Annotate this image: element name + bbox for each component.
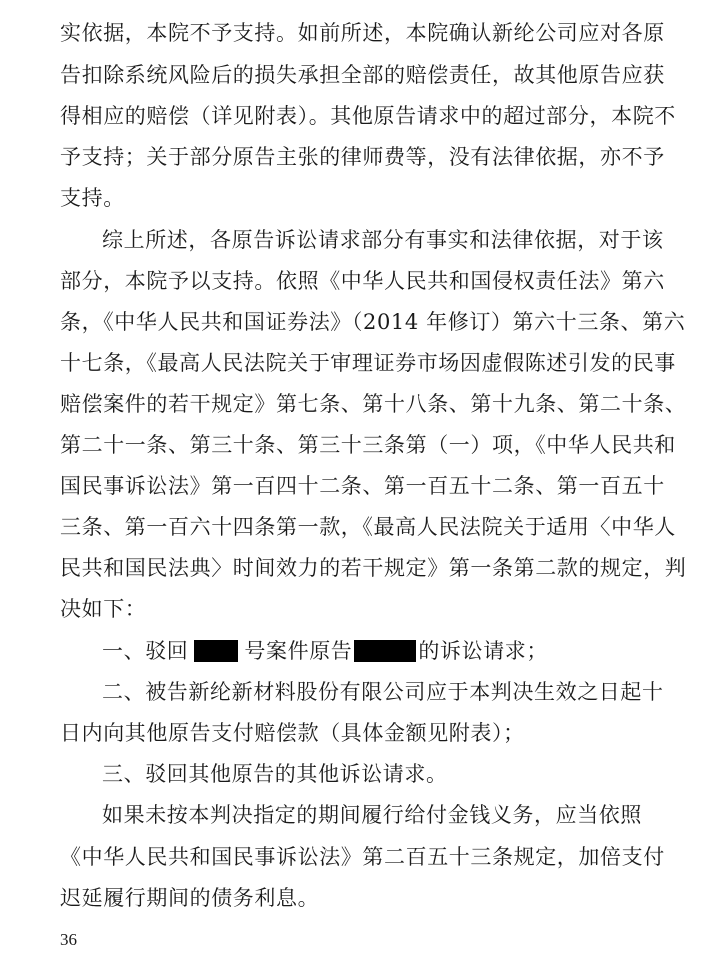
ruling-item-1: [102, 636, 650, 666]
closing-paragraph-start: 如果未按本判决指定的期间履行给付金钱义务，应当依照: [102, 803, 642, 827]
ruling-item-2: 二、被告新纶新材料股份有限公司应于本判决生效之日起十: [102, 680, 664, 704]
text-line: 日内向其他原告支付赔偿款（具体金额见附表）；: [60, 721, 525, 745]
text-line: 决如下：: [60, 597, 147, 621]
text-line: 三条、第一百六十四条第一款，《最高人民法院关于适用〈中华人: [60, 515, 676, 539]
text-line: 部分，本院予以支持。依照《中华人民共和国侵权责任法》第六: [60, 269, 665, 293]
text-line: 告扣除系统风险后的损失承担全部的赔偿责任，故其他原告应获: [60, 63, 665, 87]
text-line: 民共和国民法典〉时间效力的若干规定》第一条第二款的规定，判: [60, 556, 687, 580]
text-line: 迟延履行期间的债务利息。: [60, 886, 320, 910]
text-line: 《中华人民共和国民事诉讼法》第二百五十三条规定，加倍支付: [60, 845, 665, 869]
text-line: 支持。: [60, 186, 125, 210]
ruling-1-text-a: 一、驳回: [102, 639, 189, 663]
text-line: 予支持；关于部分原告主张的律师费等，没有法律依据，亦不予: [60, 145, 665, 169]
redacted-plaintiff-name: [354, 640, 416, 662]
text-line: 赔偿案件的若干规定》第七条、第十八条、第十九条、第二十条、: [60, 392, 687, 416]
paragraph-start-line: 综上所述，各原告诉讼请求部分有事实和法律依据，对于该: [102, 228, 664, 252]
text-line: 第二十一条、第三十条、第三十三条第（一）项，《中华人民共和: [60, 433, 676, 457]
text-line: 条，《中华人民共和国证券法》（2014 年修订）第六十三条、第六: [60, 310, 686, 334]
ruling-item-3: 三、驳回其他原告的其他诉讼请求。: [102, 762, 448, 786]
text-line: 实依据，本院不予支持。如前所述，本院确认新纶公司应对各原: [60, 21, 665, 45]
ruling-1-text-c: 的诉讼请求；: [418, 639, 549, 663]
ruling-1-text-b: 号案件原告: [244, 639, 353, 663]
text-line: 国民事诉讼法》第一百四十二条、第一百五十二条、第一百五十: [60, 474, 665, 498]
redacted-case-number: [194, 640, 238, 662]
page-number: 36: [60, 930, 77, 949]
text-line: 得相应的赔偿（详见附表）。其他原告请求中的超过部分，本院不: [60, 104, 676, 128]
text-line: 十七条，《最高人民法院关于审理证券市场因虚假陈述引发的民事: [60, 351, 676, 375]
